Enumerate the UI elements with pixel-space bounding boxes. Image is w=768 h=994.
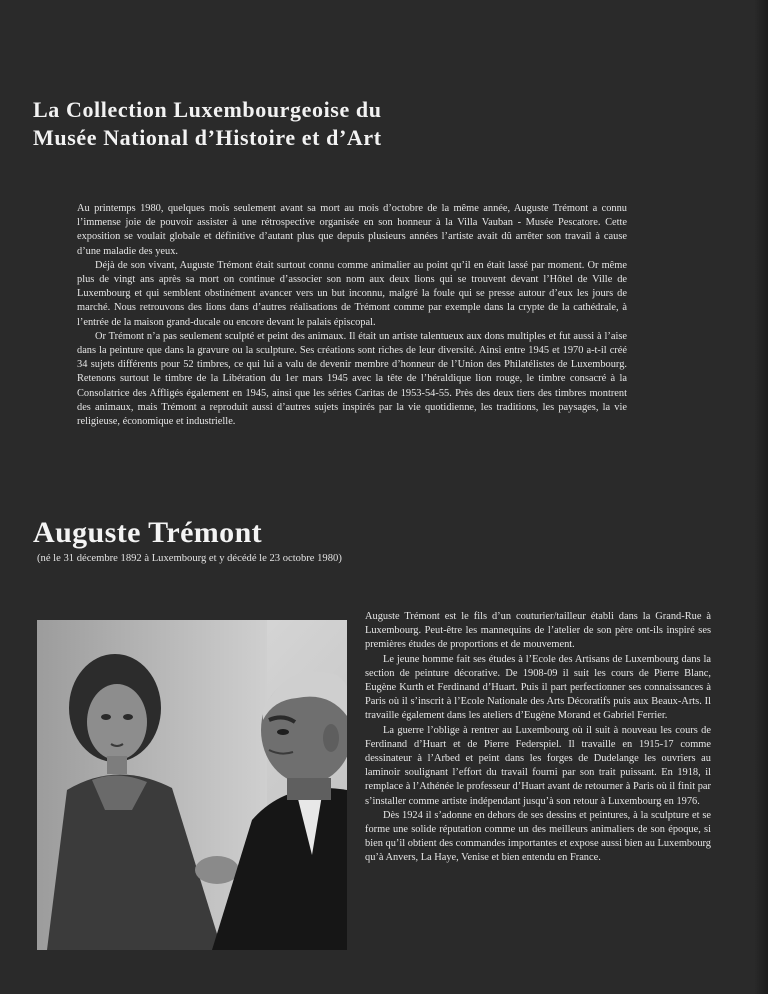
bio-paragraph-4: Dès 1924 il s’adonne en dehors de ses dessins et peintures, à la sculpture et se forme une solide réputation comme un des meilleurs animaliers de son époque, si bien qu’il obtient des commandes importantes et expose aussi bien au Luxembourg qu’à Anvers, La Haye, Venise et bien entendu en France. <box>365 809 711 864</box>
bio-paragraph-3: La guerre l’oblige à rentrer au Luxembourg où il suit à nouveau les cours de Ferdinand d’Huart et de Pierre Federspiel. Il travaille en 1915-17 comme dessinateur à l’Arbed et peint dans les forges de Dudelange les ouvriers au laminoir soulignant l’effort du travail fourni par son trait puissant. En 1918, il remplace à l’Athénée le professeur d’Huart avant de retourner à Paris où il finit par s’installer comme artiste indépendant jusqu’à son retour à Luxembourg en 1976. <box>365 724 711 807</box>
bio-paragraph-1: Auguste Trémont est le fils d’un couturier/tailleur établi dans la Grand-Rue à Luxembourg. Peut-être les mannequins de l’atelier de son père ont-ils inspiré ses premières études de proportions et de mouvement. <box>365 611 711 651</box>
artist-dates: (né le 31 décembre 1892 à Luxembourg et y décédé le 23 octobre 1980) <box>37 553 342 564</box>
intro-paragraph-1: Au printemps 1980, quelques mois seulement avant sa mort au mois d’octobre de la même année, Auguste Trémont a connu l’immense joie de pouvoir assister à une rétrospective organisée en son honneur à la Villa Vauban - Musée Pescatore. Cette exposition se voulait globale et définitive d’autant plus que depuis plusieurs années l’artiste avait dû arrêter son travail à cause d’une maladie des yeux. <box>77 203 627 257</box>
collection-title-line-1: La Collection Luxembourgeoise du <box>33 97 382 122</box>
page-edge-shadow <box>754 0 768 994</box>
artist-photograph <box>37 620 347 950</box>
collection-title-line-2: Musée National d’Histoire et d’Art <box>33 125 382 150</box>
biography-text <box>365 610 711 866</box>
collection-title <box>33 96 553 152</box>
intro-text <box>77 202 627 429</box>
artist-name-heading: Auguste Trémont <box>33 516 263 549</box>
bio-paragraph-2: Le jeune homme fait ses études à l’Ecole des Artisans de Luxembourg dans la section de peinture décorative. De 1908-09 il suit les cours de Pierre Blanc, Eugène Kurth et Ferdinand d’Huart. Puis il part perfectionner ses connaissances à Paris où il s’inscrit à l’Ecole Nationale des Arts Décoratifs puis aux Beaux-Arts. Il travaille également dans les ateliers d’Eugène Morand et Gabriel Ferrier. <box>365 653 711 722</box>
intro-paragraph-3: Or Trémont n’a pas seulement sculpté et peint des animaux. Il était un artiste talentueux aux dons multiples et fut aussi à l’aise dans la peinture que dans la gravure ou la sculpture. Ses créations sont riches de leur diversité. Ainsi entre 1945 et 1970 a-t-il créé 34 sujets différents pour 52 timbres, ce qui lui a valu de devenir membre d’honneur de l’Union des Philatélistes de Luxembourg. Retenons surtout le timbre de la Libération du 1er mars 1945 avec la tête de l’héraldique lion rouge, le timbre consacré à la Consolatrice des Affligés également en 1945, ainsi que les séries Caritas de 1953-54-55. Près des deux tiers des timbres montrent des animaux, mais Trémont a reproduit aussi d’autres sujets inspirés par la vie quotidienne, les traditions, les paysages, la vie religieuse, économique et industrielle. <box>77 330 627 428</box>
photo-illustration <box>37 620 347 950</box>
intro-paragraph-2: Déjà de son vivant, Auguste Trémont était surtout connu comme animalier au point qu’il en était lassé par moment. Or même plus de vingt ans après sa mort on continue d’associer son nom aux deux lions qui se trouvent devant l’Hôtel de Ville de Luxembourg et qui semblent obstinément avancer vers un but inconnu, malgré la foule qui se presse autour d’eux les jours de marché. Nous retrouvons des lions dans d’autres réalisations de Trémont comme par exemple dans la crypte de la cathédrale, à l’entrée de la maison grand-ducale ou encore devant le palais épiscopal. <box>77 259 627 328</box>
